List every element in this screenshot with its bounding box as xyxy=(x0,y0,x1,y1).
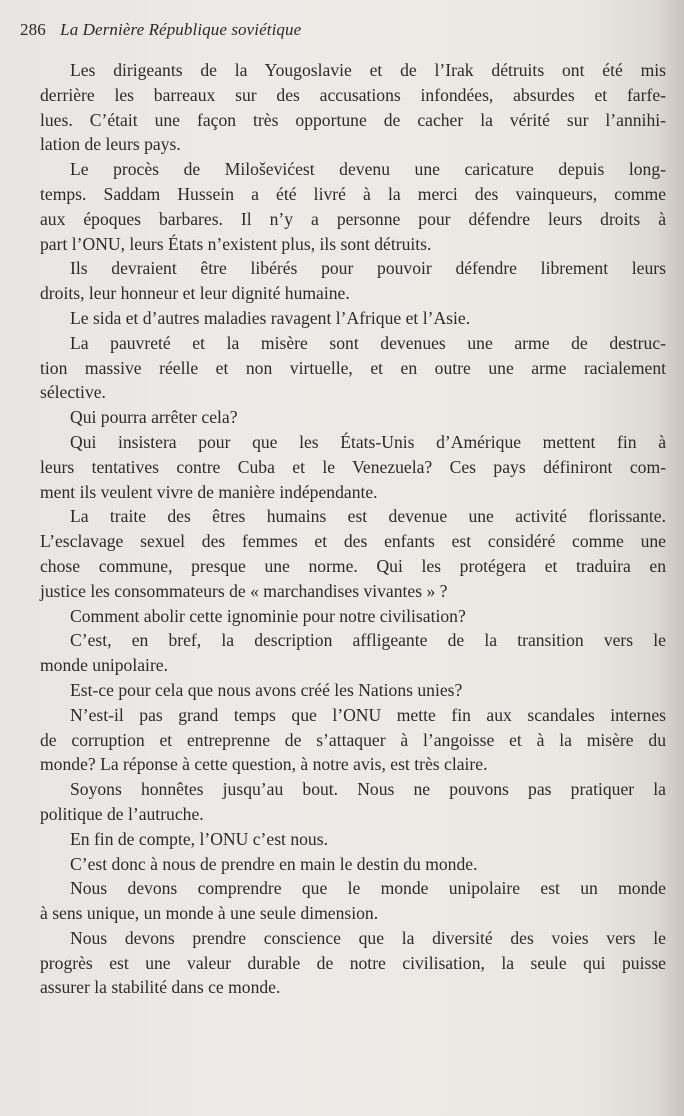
page-header xyxy=(20,20,301,40)
body-text xyxy=(40,58,666,1000)
text-line: tion massive réelle et non virtuelle, et en outre une arme racialement xyxy=(40,357,666,378)
text-line: En fin de compte, l’ONU c’est nous. xyxy=(70,828,328,849)
text-line: monde unipolaire. xyxy=(40,655,169,676)
text-line: lues. C’était une façon très opportune de cacher la vérité sur l’annihi- xyxy=(40,109,666,130)
text-line: ment ils veulent vivre de manière indépendante. xyxy=(40,481,378,502)
text-line: C’est donc à nous de prendre en main le destin du monde. xyxy=(70,853,478,874)
page-number: 286 xyxy=(20,20,46,39)
text-line: Les dirigeants de la Yougoslavie et de l’Irak détruits ont été mis xyxy=(70,60,666,80)
text-line: progrès est une valeur durable de notre civilisation, la seule qui puisse xyxy=(40,952,666,973)
text-line: assurer la stabilité dans ce monde. xyxy=(40,977,281,998)
text-line: Ils devraient être libérés pour pouvoir défendre librement leurs xyxy=(70,258,666,279)
text-line: Nous devons prendre conscience que la diversité des voies vers le xyxy=(70,927,666,948)
text-line: Qui pourra arrêter cela? xyxy=(70,407,238,428)
text-line: Nous devons comprendre que le monde unipolaire est un monde xyxy=(70,878,666,899)
running-title: La Dernière République soviétique xyxy=(60,20,302,39)
text-line: Le sida et d’autres maladies ravagent l’Afrique et l’Asie. xyxy=(70,307,471,328)
text-line: Le procès de Miloševićest devenu une caricature depuis long- xyxy=(70,159,666,180)
text-line: N’est-il pas grand temps que l’ONU mette fin aux scandales internes xyxy=(70,704,666,725)
text-line: La pauvreté et la misère sont devenues une arme de destruc- xyxy=(70,332,666,353)
text-line: aux époques barbares. Il n’y a personne pour défendre leurs droits à xyxy=(40,208,666,229)
text-line: C’est, en bref, la description affligeante de la transition vers le xyxy=(70,630,666,651)
text-line: lation de leurs pays. xyxy=(40,134,181,155)
text-line: chose commune, presque une norme. Qui les protégera et traduira en xyxy=(40,555,666,576)
text-line: derrière les barreaux sur des accusations infondées, absurdes et farfe- xyxy=(40,84,666,105)
text-line: Comment abolir cette ignominie pour notre civilisation? xyxy=(70,605,466,626)
text-line: L’esclavage sexuel des femmes et des enfants est considéré comme une xyxy=(40,531,666,552)
text-line: politique de l’autruche. xyxy=(40,803,204,824)
text-line: part l’ONU, leurs États n’existent plus, ils sont détruits. xyxy=(40,233,432,254)
text-line: temps. Saddam Hussein a été livré à la merci des vainqueurs, comme xyxy=(40,183,666,204)
text-line: justice les consommateurs de « marchandises vivantes » ? xyxy=(40,580,448,601)
text-line: Soyons honnêtes jusqu’au bout. Nous ne pouvons pas pratiquer la xyxy=(70,779,666,800)
text-line: à sens unique, un monde à une seule dimension. xyxy=(40,903,379,924)
text-line: droits, leur honneur et leur dignité humaine. xyxy=(40,283,350,304)
text-line: La traite des êtres humains est devenue une activité florissante. xyxy=(70,506,666,527)
text-line: Est-ce pour cela que nous avons créé les Nations unies? xyxy=(70,679,463,700)
text-line: sélective. xyxy=(40,382,106,403)
text-line: de corruption et entreprenne de s’attaquer à l’angoisse et à la misère du xyxy=(40,729,666,750)
text-line: Qui insistera pour que les États-Unis d’Amérique mettent fin à xyxy=(70,431,666,452)
text-line: leurs tentatives contre Cuba et le Venezuela? Ces pays définiront com- xyxy=(40,456,666,477)
text-line: monde? La réponse à cette question, à notre avis, est très claire. xyxy=(40,754,488,775)
